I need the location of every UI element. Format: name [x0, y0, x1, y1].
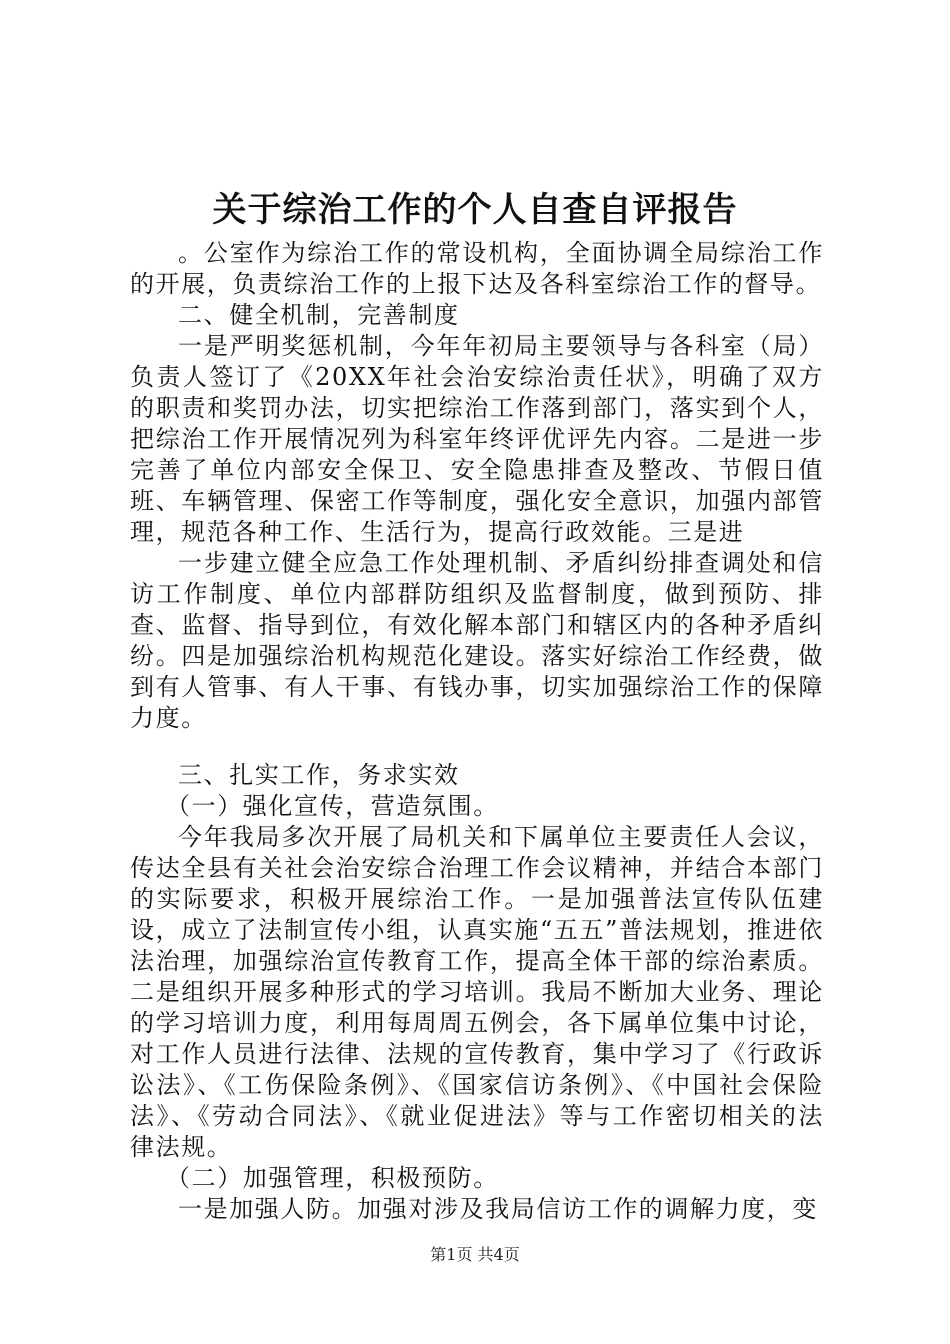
paragraph-publicity: 今年我局多次开展了局机关和下属单位主要责任人会议，传达全县有关社会治安综合治理工作会议精神，并结合本部门的实际要求，积极开展综治工作。一是加强普法宣传队伍建设，成立了法制宣传小组，认真实施“五五”普法规划，推进依法治理，加强综治宣传教育工作，提高全体干部的综治素质。二是组织开展多种形式的学习培训。我局不断加大业务、理论的学习培训力度，利用每周周五例会，各下属单位集中讨论，对工作人员进行法律、法规的宣传教育，集中学习了《行政诉讼法》、《工伤保险条例》、《国家信访条例》、《中国社会保险法》、《劳动合同法》、《就业促进法》等与工作密切相关的法律法规。 [130, 823, 824, 1161]
subsection-heading-2: （二）加强管理，积极预防。 [166, 1164, 499, 1192]
paragraph-office-role: 。公室作为综治工作的常设机构，全面协调全局综治工作的开展，负责综治工作的上报下达及各科室综治工作的督导。 [130, 239, 824, 298]
page-footer: 第1页 共4页 [430, 1245, 520, 1264]
paragraph-prevention: 一是加强人防。加强对涉及我局信访工作的调解力度，变 [178, 1195, 818, 1223]
subsection-heading-1: （一）强化宣传，营造氛围。 [166, 792, 499, 820]
document-title: 关于综治工作的个人自查自评报告 [212, 190, 738, 230]
section-heading-2: 二、健全机制，完善制度 [178, 301, 460, 329]
paragraph-mechanisms: 一是严明奖惩机制，今年年初局主要领导与各科室（局）负责人签订了《20XX年社会治安综治责任状》，明确了双方的职责和奖罚办法，切实把综治工作落到部门，落实到个人，把综治工作开展情况列为科室年终评优评先内容。二是进一步完善了单位内部安全保卫、安全隐患排查及整改、节假日值班、车辆管理、保密工作等制度，强化安全意识，加强内部管理，规范各种工作、生活行为，提高行政效能。三是进 [130, 332, 824, 546]
section-heading-3: 三、扎实工作，务求实效 [178, 761, 460, 789]
paragraph-gap [130, 734, 824, 760]
paragraph-emergency-mechanism: 一步建立健全应急工作处理机制、矛盾纠纷排查调处和信访工作制度、单位内部群防组织及监督制度，做到预防、排查、监督、指导到位，有效化解本部门和辖区内的各种矛盾纠纷。四是加强综治机构规范化建设。落实好综治工作经费，做到有人管事、有人干事、有钱办事，切实加强综治工作的保障力度。 [130, 549, 824, 732]
document-body [130, 238, 824, 1225]
